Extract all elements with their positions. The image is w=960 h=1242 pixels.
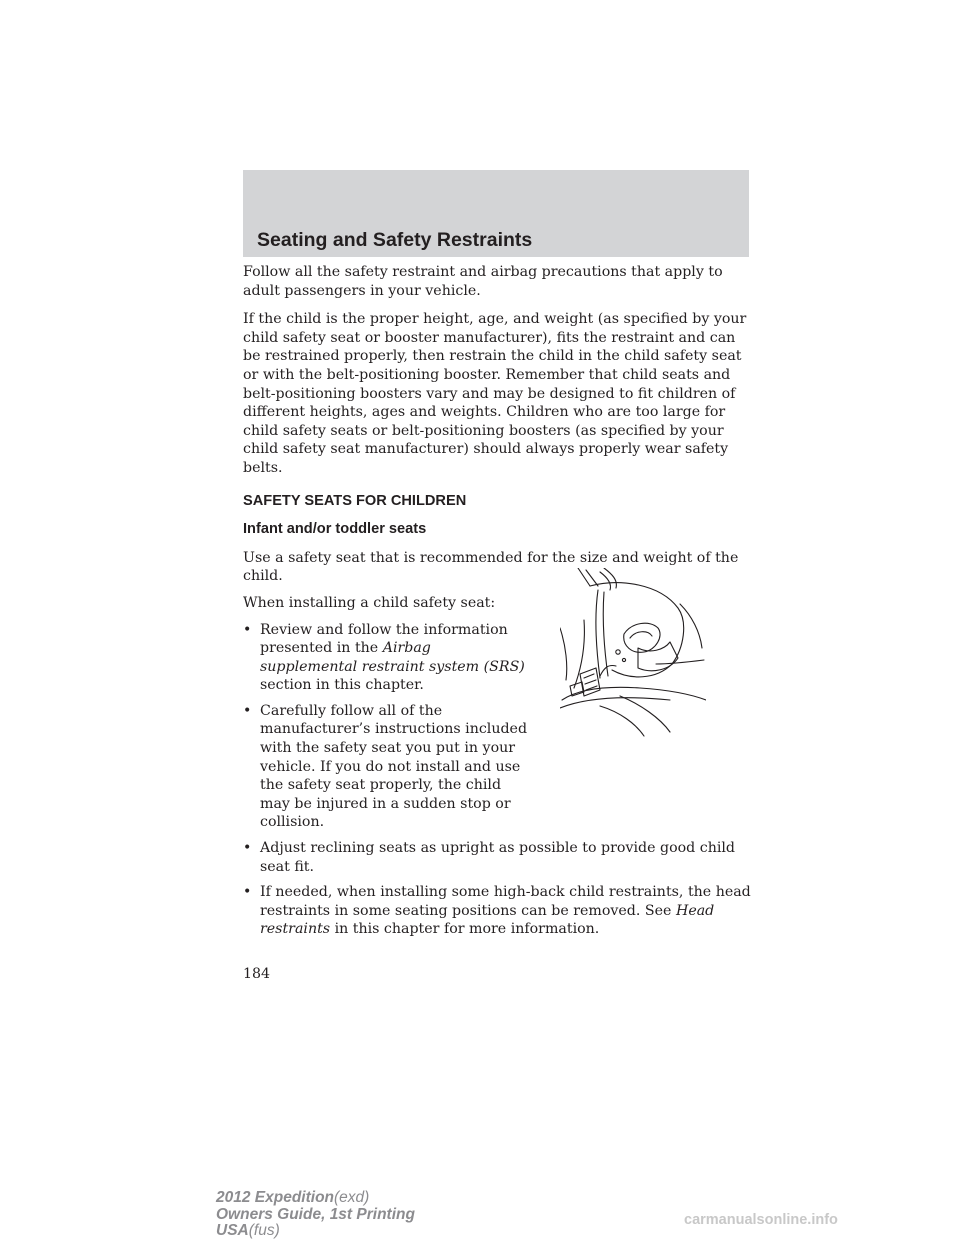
head-restraints-reference: Head restraints (260, 902, 715, 938)
document-footer (216, 1190, 415, 1240)
chapter-title: Seating and Safety Restraints (257, 229, 533, 251)
footer-line-market: USA(fus) (216, 1222, 280, 1239)
footer-line-model: 2012 Expedition(exd) (216, 1189, 370, 1206)
bullet-dot: • (243, 621, 252, 638)
installing-intro: When installing a child safety seat: (243, 594, 496, 611)
bullet-item-head-restraints: • If needed, when installing some high-back child restraints, the head restraints in some seating positions can be removed. See Head restraints in this chapter for more information. (243, 884, 751, 938)
bullet-dot: • (243, 840, 252, 857)
bullet-dot: • (243, 702, 252, 719)
page-number: 184 (243, 966, 271, 982)
child-seat-belt-illustration (560, 568, 706, 738)
bullet-item-instructions: • Carefully follow all of the manufacturer’s instructions included with the safety seat you put in your vehicle. If you do not install and use the safety seat properly, the child may be injured in a sudden stop or collision. (243, 702, 528, 831)
bullet-dot: • (243, 884, 252, 901)
section-heading: SAFETY SEATS FOR CHILDREN (243, 492, 467, 509)
bullet-item-review: • Review and follow the information presented in the Airbag supplemental restraint system (SRS) section in this chapter. (243, 621, 525, 694)
watermark: carmanualsonline.info (684, 1212, 838, 1228)
intro-paragraph: Follow all the safety restraint and airbag precautions that apply to adult passengers in your vehicle. (243, 264, 723, 299)
bullet-item-recline: • Adjust reclining seats as upright as possible to provide good child seat fit. (243, 840, 735, 875)
footer-line-printing: Owners Guide, 1st Printing (216, 1205, 415, 1223)
child-fit-paragraph: If the child is the proper height, age, and weight (as specified by your child safety seat or booster manufacturer), fits the restraint and can be restrained properly, then restrain the child in the child safety seat or with the belt-positioning booster. Remember that child seats and belt-positioning boosters vary and may be designed to fit children of different heights, ages and weights. Children who are too large for child safety seats or belt-positioning boosters (as specified by your child safety seat manufacturer) should always properly wear safety belts. (243, 311, 747, 476)
sub-heading: Infant and/or toddler seats (243, 521, 427, 538)
airbag-srs-reference: Airbag supplemental restraint system (SRS) (260, 640, 525, 675)
recommendation-paragraph: Use a safety seat that is recommended for the size and weight of the child. (243, 549, 739, 585)
